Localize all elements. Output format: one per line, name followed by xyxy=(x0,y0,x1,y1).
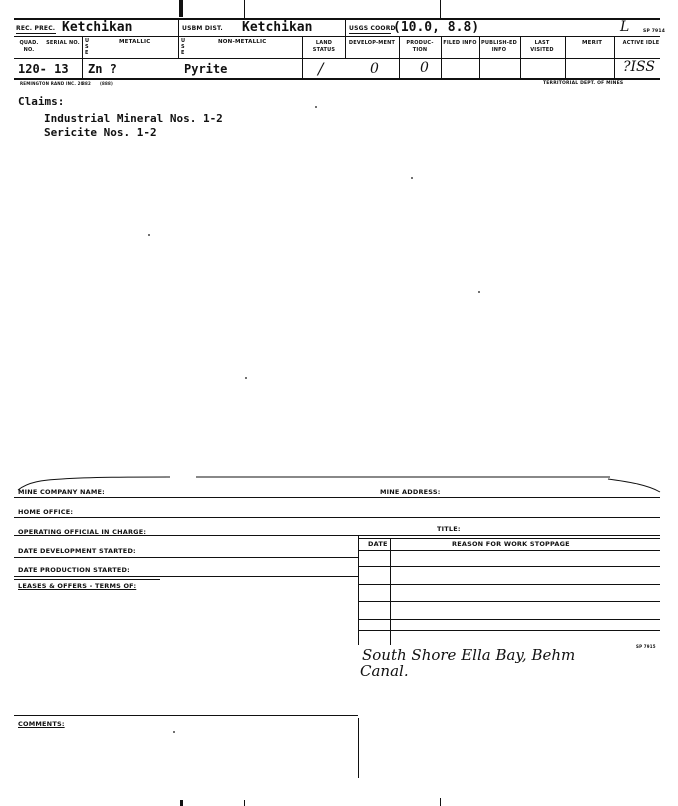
usbm-dist-value: Ketchikan xyxy=(242,20,313,35)
form-rule xyxy=(358,630,660,631)
form-rule xyxy=(358,550,660,551)
footer-territorial: TERRITORIAL DEPT. OF MINES xyxy=(543,81,624,86)
comments-label: COMMENTS: xyxy=(18,720,65,728)
quad-serial-value: 120- 13 xyxy=(18,62,69,76)
col-serial-no: SERIAL NO. xyxy=(46,40,80,46)
col-divider xyxy=(441,36,442,78)
development-value: 0 xyxy=(370,61,379,77)
form-rule xyxy=(14,576,358,577)
form-rule xyxy=(358,601,660,602)
paper-speck xyxy=(411,177,413,179)
usgs-coord-value: (10.0, 8.8) xyxy=(393,20,480,35)
claims-line: Industrial Mineral Nos. 1-2 xyxy=(44,112,223,125)
operating-official-label: OPERATING OFFICIAL IN CHARGE: xyxy=(18,528,147,536)
production-value: 0 xyxy=(420,60,429,76)
col-active-idle: ACTIVE IDLE xyxy=(622,40,660,46)
title-label: TITLE: xyxy=(437,525,461,533)
corner-mark: L xyxy=(620,19,630,35)
col-published-info: PUBLISH-ED INFO xyxy=(480,40,517,53)
land-status-value: / xyxy=(318,59,324,78)
col-divider xyxy=(565,36,566,78)
form-rule xyxy=(358,566,660,567)
form-rule xyxy=(14,535,660,536)
footer-code-a: 882 xyxy=(82,81,91,86)
col-divider xyxy=(82,36,83,78)
usbm-dist-label: USBM DIST. xyxy=(182,25,223,32)
paper-speck xyxy=(148,234,150,236)
location-note-line: Canal. xyxy=(360,662,409,680)
col-divider xyxy=(302,36,303,78)
bottom-tick-line xyxy=(244,800,245,806)
home-office-label: HOME OFFICE: xyxy=(18,508,74,516)
header-divider xyxy=(345,18,346,58)
form-number-2: SP 7915 xyxy=(636,644,656,649)
form-rule xyxy=(14,497,660,498)
col-metallic: METALLIC xyxy=(119,39,151,45)
bottom-tick-line xyxy=(440,798,441,806)
header-values-rule xyxy=(14,58,660,59)
col-divider xyxy=(520,36,521,78)
top-tick-line-2 xyxy=(440,0,441,18)
col-development: DEVELOP-MENT xyxy=(348,40,396,46)
header-row-rule xyxy=(14,36,660,37)
paper-speck xyxy=(245,377,247,379)
col-quad-no: QUAD. NO. xyxy=(19,40,39,53)
rec-prec-underline xyxy=(16,33,56,34)
date-production-started-label: DATE PRODUCTION STARTED: xyxy=(18,566,130,574)
footer-printer: REMINGTON RAND INC. 20 xyxy=(20,81,84,86)
paper-speck xyxy=(173,731,175,733)
col-merit: MERIT xyxy=(582,40,603,46)
col-nonmetallic-prefix: U S E xyxy=(181,38,186,56)
col-land-status: LAND STATUS xyxy=(312,40,336,53)
footer-code-b: (888) xyxy=(100,81,114,86)
usgs-coord-label: USGS COORD. xyxy=(349,25,399,32)
form-vertical-divider xyxy=(358,718,359,778)
header-bottom-rule xyxy=(14,78,660,80)
col-last-visited: LAST VISITED xyxy=(530,40,554,53)
leases-offers-label: LEASES & OFFERS - TERMS OF: xyxy=(18,582,137,590)
form-number: SP 7914 xyxy=(643,29,666,34)
form-rule xyxy=(358,619,660,620)
metallic-value: Zn ? xyxy=(88,62,117,76)
nonmetallic-value: Pyrite xyxy=(184,62,228,76)
mine-company-name-label: MINE COMPANY NAME: xyxy=(18,488,105,496)
col-metallic-prefix: U S E xyxy=(85,38,90,56)
form-rule xyxy=(14,715,358,716)
top-tick-line xyxy=(244,0,245,18)
date-column-divider xyxy=(358,535,359,645)
top-tick-mark xyxy=(179,0,183,17)
date-column-divider xyxy=(390,538,391,645)
form-rule xyxy=(358,538,660,539)
active-idle-value: ?ISS xyxy=(623,59,655,75)
claims-heading: Claims: xyxy=(18,95,65,108)
rec-prec-label: REC. PREC. xyxy=(16,25,56,32)
col-divider xyxy=(614,36,615,78)
date-development-started-label: DATE DEVELOPMENT STARTED: xyxy=(18,547,136,555)
rec-prec-value: Ketchikan xyxy=(62,20,133,35)
reason-header: REASON FOR WORK STOPPAGE xyxy=(452,540,570,548)
bottom-tick-mark xyxy=(180,800,183,806)
claims-line: Sericite Nos. 1-2 xyxy=(44,126,157,139)
col-filed-info: FILED INFO xyxy=(443,40,477,46)
form-rule xyxy=(358,584,660,585)
form-rule xyxy=(14,579,160,580)
col-nonmetallic: NON-METALLIC xyxy=(218,39,267,45)
location-note-line: South Shore Ella Bay, Behm xyxy=(362,646,576,664)
form-rule xyxy=(14,517,660,518)
paper-speck xyxy=(315,106,317,108)
mine-address-label: MINE ADDRESS: xyxy=(380,488,441,496)
date-header: DATE xyxy=(368,540,388,548)
header-divider xyxy=(178,18,179,58)
form-rule xyxy=(14,557,358,558)
usgs-coord-underline xyxy=(349,33,391,34)
col-production: PRODUC-TION xyxy=(406,40,434,53)
paper-speck xyxy=(478,291,480,293)
